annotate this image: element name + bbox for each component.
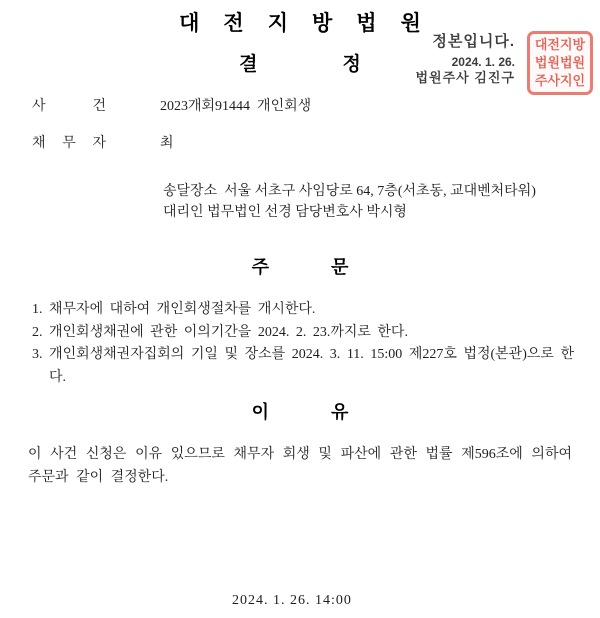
court-seal-stamp xyxy=(527,31,593,95)
label-char: 건 xyxy=(92,99,106,114)
court-name-title: 대전지방법원 xyxy=(179,12,445,35)
order-item-3: 3. 개인회생채권자집회의 기일 및 장소를 2024. 3. 11. 15:00 제227호 법정(본관)으로 한다. xyxy=(32,347,574,385)
certification-block xyxy=(335,33,515,86)
seal-text-row: 대전지방 xyxy=(534,37,586,52)
case-number-value: 2023개회91444 개인회생 xyxy=(160,99,312,114)
attorney-line: 대리인 법무법인 선경 담당변호사 박시형 xyxy=(163,205,407,220)
seal-text-row: 법원법원 xyxy=(534,55,586,70)
label-char: 자 xyxy=(92,136,106,151)
certification-clerk: 법원주사 김진구 xyxy=(415,70,515,85)
document-type-title: 결정 xyxy=(239,54,446,75)
case-number-row xyxy=(32,98,572,115)
certification-date: 2024. 1. 26. xyxy=(451,55,515,69)
reason-paragraph: 이 사건 신청은 이유 있으므로 채무자 회생 및 파산에 관한 법률 제596조에 의하여 주문과 같이 결정한다. xyxy=(28,447,572,485)
label-char: 채 xyxy=(32,136,46,151)
decision-datetime: 2024. 1. 26. 14:00 xyxy=(232,593,352,608)
order-item-1: 1. 채무자에 대하여 개인회생절차를 개시한다. xyxy=(32,302,316,317)
service-address-line: 송달장소 서울 서초구 사임당로 64, 7층(서초동, 교대벤처타워) xyxy=(163,184,536,199)
debtor-name-value: 최 xyxy=(160,136,174,151)
case-info-section xyxy=(32,98,572,172)
order-section-heading: 주문 xyxy=(251,257,411,277)
case-number-label xyxy=(32,98,106,115)
label-char: 무 xyxy=(62,136,76,151)
seal-text-row: 주사지인 xyxy=(534,73,586,88)
label-char: 사 xyxy=(32,99,46,114)
order-item-2: 2. 개인회생채권에 관한 이의기간을 2024. 2. 23.까지로 한다. xyxy=(32,324,408,340)
certification-label: 정본입니다. xyxy=(432,33,515,50)
reason-section-heading: 이유 xyxy=(251,402,411,422)
address-block xyxy=(163,181,583,223)
debtor-row xyxy=(32,135,572,152)
debtor-label xyxy=(32,135,106,152)
order-items-list xyxy=(32,299,574,389)
